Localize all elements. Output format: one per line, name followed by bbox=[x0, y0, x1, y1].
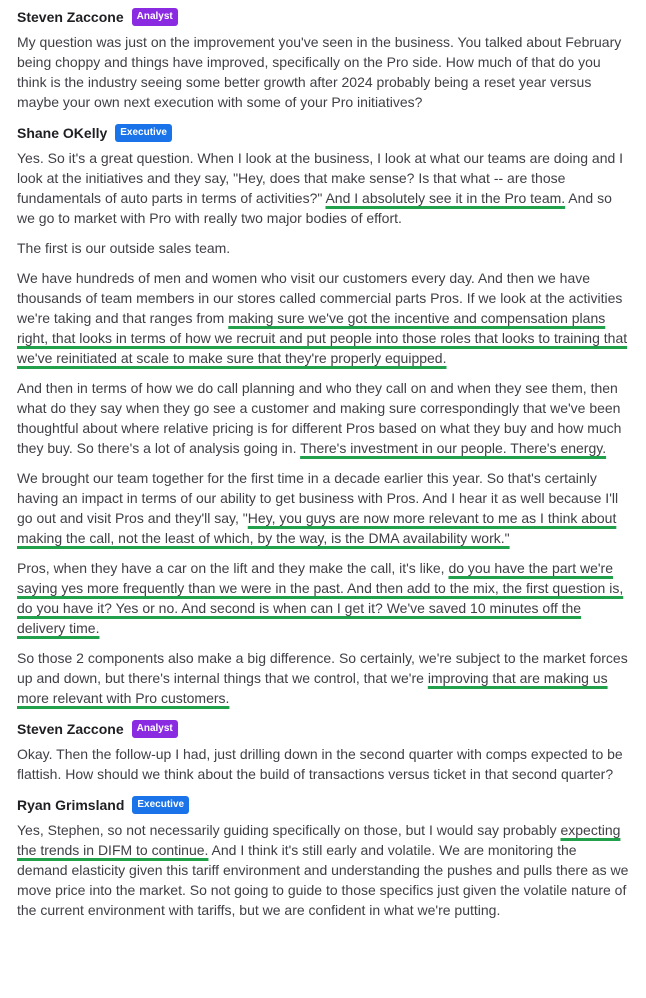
highlighted-text: do you have the part we're saying yes more frequently than we were in the past. And then add to the mix, the first question is, do you have it? Yes or no. And second is when can I get it? We've saved 10 minutes off the delivery time. bbox=[17, 560, 624, 636]
transcript-paragraph bbox=[17, 378, 629, 458]
speaker-block bbox=[17, 122, 629, 708]
speaker-header bbox=[17, 794, 629, 816]
speaker-name: Ryan Grimsland bbox=[17, 797, 125, 813]
transcript-paragraph bbox=[17, 238, 629, 258]
speaker-name: Steven Zaccone bbox=[17, 721, 124, 737]
text-segment: And then in terms of how we do call planning and who they call on and when they see them, then what do they say when they go see a customer and making sure correspondingly that we've been thoughtful about where relative pricing is for different Pros based on what they buy and how much they buy. So there's a lot of analysis going in. bbox=[17, 380, 622, 456]
text-segment: Yes. So it's a great question. When I look at the business, I look at what our teams are doing and I look at the initiatives and they say, "Hey, does that make sense? Is that what -- are those fundamentals of auto parts in terms of activities?" bbox=[17, 150, 624, 206]
transcript-paragraph bbox=[17, 558, 629, 638]
speaker-block bbox=[17, 6, 629, 112]
transcript-paragraph bbox=[17, 268, 629, 368]
role-badge: Executive bbox=[132, 796, 189, 814]
highlighted-text: And I absolutely see it in the Pro team. bbox=[325, 190, 566, 206]
speaker-header bbox=[17, 122, 629, 144]
text-segment: And so we go to market with Pro with really two major bodies of effort. bbox=[17, 190, 612, 226]
role-badge: Executive bbox=[115, 124, 172, 142]
transcript-paragraph bbox=[17, 744, 629, 784]
text-segment: Okay. Then the follow-up I had, just drilling down in the second quarter with comps expected to be flattish. How should we think about the build of transactions versus ticket in that second quarter? bbox=[17, 746, 623, 782]
speaker-header bbox=[17, 718, 629, 740]
highlighted-text: improving that are making us more relevant with Pro customers. bbox=[17, 670, 608, 706]
text-segment: We have hundreds of men and women who visit our customers every day. And then we have thousands of team members in our stores called commercial parts Pros. If we look at the activities we're taking and that ranges from bbox=[17, 270, 623, 326]
speaker-name: Steven Zaccone bbox=[17, 9, 124, 25]
speaker-block bbox=[17, 718, 629, 784]
text-segment: Yes, Stephen, so not necessarily guiding specifically on those, but I would say probably bbox=[17, 822, 561, 838]
transcript-paragraph bbox=[17, 148, 629, 228]
role-badge: Analyst bbox=[132, 8, 178, 26]
highlighted-text: Hey, you guys are now more relevant to me as I think about making the call, not the least of which, by the way, is the DMA availability work." bbox=[17, 510, 617, 546]
text-segment: And I think it's still early and volatile. We are monitoring the demand elasticity given this tariff environment and understanding the pushes and pulls there as we move price into the market. So not going to guide to those specifics just given the volatile nature of the current environment with tariffs, but we are confident in what we're putting. bbox=[17, 842, 629, 918]
text-segment: So those 2 components also make a big difference. So certainly, we're subject to the market forces up and down, but there's internal things that we control, that we're bbox=[17, 650, 628, 686]
text-segment: The first is our outside sales team. bbox=[17, 240, 231, 256]
transcript-paragraph bbox=[17, 648, 629, 708]
text-segment: My question was just on the improvement you've seen in the business. You talked about February being choppy and things have improved, specifically on the Pro side. How much of that do you think is the industry seeing some better growth after 2024 probably being a reset year versus maybe your own next execution with some of your Pro initiatives? bbox=[17, 34, 622, 110]
highlighted-text: making sure we've got the incentive and compensation plans right, that looks in terms of how we recruit and put people into those roles that looks to training that we've reinitiated at scale to make sure that they're properly equipped. bbox=[17, 310, 628, 366]
transcript-paragraph bbox=[17, 468, 629, 548]
text-segment: Pros, when they have a car on the lift and they make the call, it's like, bbox=[17, 560, 449, 576]
transcript-paragraph bbox=[17, 32, 629, 112]
transcript-paragraph bbox=[17, 820, 629, 920]
speaker-header bbox=[17, 6, 629, 28]
speaker-name: Shane OKelly bbox=[17, 125, 108, 141]
speaker-block bbox=[17, 794, 629, 920]
highlighted-text: expecting the trends in DIFM to continue. bbox=[17, 822, 621, 858]
text-segment: We brought our team together for the first time in a decade earlier this year. So that's certainly having an impact in terms of our ability to get business with Pros. And I hear it as well because I'll go out and visit Pros and they'll say, " bbox=[17, 470, 619, 526]
role-badge: Analyst bbox=[132, 720, 178, 738]
highlighted-text: There's investment in our people. There's energy. bbox=[300, 440, 607, 456]
